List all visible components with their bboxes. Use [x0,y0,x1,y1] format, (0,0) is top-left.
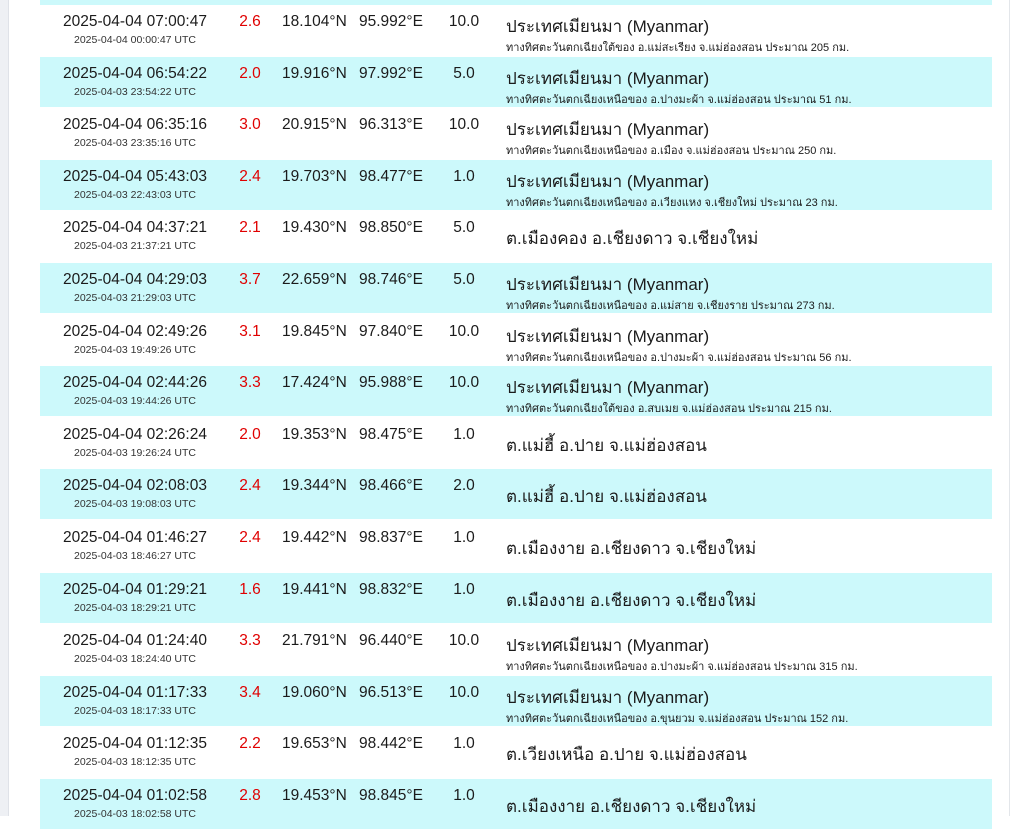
table-row[interactable] [40,521,992,571]
depth: 1.0 [453,425,475,443]
datetime-utc: 2025-04-03 19:44:26 UTC [74,395,196,408]
datetime-utc: 2025-04-03 23:35:16 UTC [74,137,196,150]
table-row[interactable] [40,727,992,777]
table-row[interactable] [40,624,992,674]
datetime-local: 2025-04-04 04:37:21 [63,219,207,237]
magnitude: 2.6 [239,13,261,30]
magnitude: 2.0 [239,425,261,443]
magnitude: 2.1 [239,219,261,237]
latitude: 19.703°N [282,167,347,185]
table-row[interactable] [40,5,992,55]
latitude: 21.791°N [282,632,347,650]
location-name: ประเทศเมียนมา (Myanmar) [506,687,710,707]
longitude: 96.513°E [359,683,423,701]
depth: 1.0 [453,580,475,598]
table-row[interactable] [40,418,992,468]
datetime-utc: 2025-04-03 19:49:26 UTC [74,343,196,356]
location-name: ประเทศเมียนมา (Myanmar) [506,636,710,656]
depth: 1.0 [453,167,475,185]
longitude: 98.442°E [359,735,423,753]
longitude: 98.477°E [359,167,423,185]
location-name: ประเทศเมียนมา (Myanmar) [506,378,710,398]
location-detail: ทางทิศตะวันตกเฉียงใต้ของ อ.แม่สะเรียง จ.แม่ฮ่องสอน ประมาณ 205 กม. [506,42,850,54]
table-row[interactable] [40,366,992,416]
depth: 10.0 [448,13,480,30]
datetime-local: 2025-04-04 01:29:21 [63,580,207,598]
longitude: 98.746°E [359,270,423,288]
latitude: 22.659°N [282,270,347,288]
location-name: ประเทศเมียนมา (Myanmar) [506,171,710,191]
location-name: ประเทศเมียนมา (Myanmar) [506,17,710,36]
location-name: ประเทศเมียนมา (Myanmar) [506,274,710,294]
depth: 10.0 [448,683,480,701]
magnitude: 2.8 [239,786,261,804]
magnitude: 2.4 [239,477,261,495]
location-detail: ทางทิศตะวันตกเฉียงเหนือของ อ.ปางมะผ้า จ.แม่ฮ่องสอน ประมาณ 51 กม. [506,93,852,106]
latitude: 19.916°N [282,64,347,82]
datetime-local: 2025-04-04 02:08:03 [63,477,207,495]
location-name: ต.เมืองงาย อ.เชียงดาว จ.เชียงใหม่ [506,796,757,816]
page-left-border [0,0,9,816]
magnitude: 3.1 [239,322,261,340]
latitude: 19.653°N [282,735,347,753]
magnitude: 2.4 [239,167,261,185]
magnitude: 2.2 [239,735,261,753]
datetime-local: 2025-04-04 06:54:22 [63,64,207,82]
location-detail: ทางทิศตะวันตกเฉียงเหนือของ อ.ปางมะผ้า จ.แม่ฮ่องสอน ประมาณ 315 กม. [506,661,858,674]
table-row[interactable] [40,160,992,210]
location-name: ต.แม่ฮี้ อ.ปาย จ.แม่ฮ่องสอน [506,435,707,455]
longitude: 98.850°E [359,219,423,237]
magnitude: 3.4 [239,683,261,701]
latitude: 19.344°N [282,477,347,495]
datetime-local: 2025-04-04 02:26:24 [63,425,207,443]
latitude: 19.430°N [282,219,347,237]
datetime-utc: 2025-04-03 18:12:35 UTC [74,756,196,769]
latitude: 19.845°N [282,322,347,340]
location-name: ต.เมืองงาย อ.เชียงดาว จ.เชียงใหม่ [506,590,757,610]
latitude: 18.104°N [282,13,347,30]
depth: 5.0 [453,64,475,82]
datetime-utc: 2025-04-03 23:54:22 UTC [74,85,196,98]
depth: 5.0 [453,270,475,288]
magnitude: 1.6 [239,580,261,598]
depth: 1.0 [453,735,475,753]
table-row[interactable] [40,57,992,107]
datetime-utc: 2025-04-03 22:43:03 UTC [74,188,196,201]
depth: 10.0 [448,632,480,650]
datetime-local: 2025-04-04 06:35:16 [63,116,207,134]
magnitude: 3.3 [239,374,261,392]
table-row[interactable] [40,315,992,365]
datetime-local: 2025-04-04 04:29:03 [63,270,207,288]
longitude: 98.832°E [359,580,423,598]
datetime-local: 2025-04-04 01:12:35 [63,735,207,753]
datetime-utc: 2025-04-03 18:02:58 UTC [74,807,196,820]
datetime-utc: 2025-04-03 18:17:33 UTC [74,704,196,717]
datetime-utc: 2025-04-03 21:37:21 UTC [74,240,196,253]
magnitude: 3.0 [239,116,261,134]
datetime-local: 2025-04-04 02:49:26 [63,322,207,340]
datetime-utc: 2025-04-03 18:24:40 UTC [74,653,196,666]
datetime-local: 2025-04-04 01:02:58 [63,786,207,804]
location-name: ต.แม่ฮี้ อ.ปาย จ.แม่ฮ่องสอน [506,487,707,507]
table-row[interactable] [40,263,992,313]
datetime-local: 2025-04-04 05:43:03 [63,167,207,185]
location-detail: ทางทิศตะวันตกเฉียงเหนือของ อ.ขุนยวม จ.แม่ฮ่องสอน ประมาณ 152 กม. [506,712,849,725]
longitude: 97.840°E [359,322,423,340]
datetime-local: 2025-04-04 01:46:27 [63,528,207,546]
magnitude: 2.4 [239,528,261,546]
longitude: 98.845°E [359,786,423,804]
longitude: 98.466°E [359,477,423,495]
location-name: ประเทศเมียนมา (Myanmar) [506,120,710,140]
latitude: 19.353°N [282,425,347,443]
longitude: 98.837°E [359,528,423,546]
location-detail: ทางทิศตะวันตกเฉียงเหนือของ อ.แม่สาย จ.เชียงราย ประมาณ 273 กม. [506,299,835,312]
datetime-utc: 2025-04-04 00:00:47 UTC [74,34,196,46]
longitude: 95.992°E [359,13,423,30]
depth: 1.0 [453,786,475,804]
magnitude: 2.0 [239,64,261,82]
table-row[interactable] [40,211,992,261]
table-row[interactable] [40,779,992,829]
longitude: 95.988°E [359,374,423,392]
table-row[interactable] [40,469,992,519]
magnitude: 3.3 [239,632,261,650]
longitude: 96.313°E [359,116,423,134]
location-detail: ทางทิศตะวันตกเฉียงเหนือของ อ.เวียงแหง จ.เชียงใหม่ ประมาณ 23 กม. [506,196,838,209]
datetime-local: 2025-04-04 07:00:47 [63,13,207,30]
location-detail: ทางทิศตะวันตกเฉียงเหนือของ อ.ปางมะผ้า จ.แม่ฮ่องสอน ประมาณ 56 กม. [506,351,852,364]
depth: 10.0 [448,322,480,340]
datetime-local: 2025-04-04 02:44:26 [63,374,207,392]
longitude: 98.475°E [359,425,423,443]
location-name: ต.เวียงเหนือ อ.ปาย จ.แม่ฮ่องสอน [506,745,747,765]
location-detail: ทางทิศตะวันตกเฉียงเหนือของ อ.เมือง จ.แม่ฮ่องสอน ประมาณ 250 กม. [506,145,837,158]
latitude: 20.915°N [282,116,347,134]
depth: 10.0 [448,116,480,134]
location-detail: ทางทิศตะวันตกเฉียงใต้ของ อ.สบเมย จ.แม่ฮ่องสอน ประมาณ 215 กม. [506,403,832,416]
depth: 1.0 [453,528,475,546]
page-right-border [1009,0,1024,816]
earthquake-table [40,5,992,831]
latitude: 19.060°N [282,683,347,701]
datetime-local: 2025-04-04 01:17:33 [63,683,207,701]
datetime-utc: 2025-04-03 19:26:24 UTC [74,446,196,459]
latitude: 19.441°N [282,580,347,598]
depth: 10.0 [448,374,480,392]
latitude: 19.442°N [282,528,347,546]
latitude: 17.424°N [282,374,347,392]
magnitude: 3.7 [239,270,261,288]
location-name: ประเทศเมียนมา (Myanmar) [506,68,710,88]
table-row[interactable] [40,676,992,726]
location-name: ต.เมืองงาย อ.เชียงดาว จ.เชียงใหม่ [506,538,757,558]
datetime-utc: 2025-04-03 18:46:27 UTC [74,549,196,562]
depth: 5.0 [453,219,475,237]
location-name: ประเทศเมียนมา (Myanmar) [506,326,710,346]
datetime-utc: 2025-04-03 19:08:03 UTC [74,498,196,511]
location-name: ต.เมืองคอง อ.เชียงดาว จ.เชียงใหม่ [506,229,759,249]
table-row[interactable] [40,573,992,623]
latitude: 19.453°N [282,786,347,804]
datetime-utc: 2025-04-03 18:29:21 UTC [74,601,196,614]
longitude: 97.992°E [359,64,423,82]
datetime-local: 2025-04-04 01:24:40 [63,632,207,650]
depth: 2.0 [453,477,475,495]
longitude: 96.440°E [359,632,423,650]
table-row[interactable] [40,108,992,158]
datetime-utc: 2025-04-03 21:29:03 UTC [74,291,196,304]
